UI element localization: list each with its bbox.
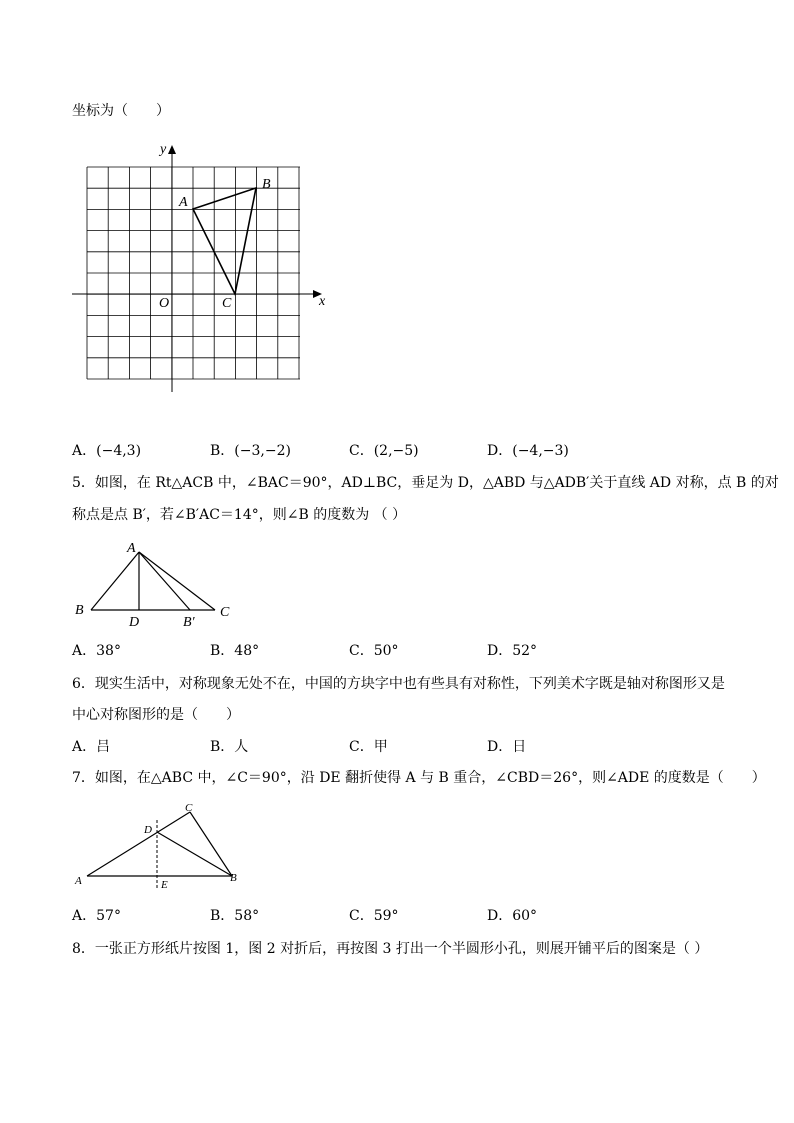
option-letter: D． [487,908,513,924]
q5-segment-ab [91,552,139,610]
option-letter: B． [210,908,235,924]
point-b-label: B [262,177,271,192]
origin-label: O [159,296,170,311]
q7-point-e-label: E [161,879,168,891]
q7-segment-cb [190,812,232,876]
option-letter: B． [210,739,235,755]
q5-segment-abp [139,552,190,610]
q7-stem-line1: 7．如图，在△ABC 中，∠C＝90°，沿 DE 翻折使得 A 与 B 重合，∠CBD＝26°，则∠ADE 的度数是（ ） [72,770,766,786]
q6-stem-line2: 中心对称图形的是（ ） [72,707,240,723]
y-axis-label: y [160,142,167,157]
q4-option-a[interactable] [72,441,141,461]
option-value: 甲 [373,739,388,755]
q7-point-a-label: A [75,875,82,887]
option-value: (−4,−3) [512,443,569,459]
option-letter: D． [487,739,513,755]
option-value: 50° [373,643,399,659]
q7-point-d-label: D [144,824,152,836]
option-letter: A． [72,739,97,755]
option-value: 38° [96,643,121,659]
option-value: 59° [373,908,399,924]
option-letter: A． [72,908,97,924]
q6-option-c[interactable] [349,737,388,757]
q4-option-b[interactable] [210,441,291,461]
option-letter: A． [72,643,97,659]
q7-option-c[interactable] [349,906,399,926]
option-letter: C． [349,908,374,924]
q5-stem-line1: 5．如图，在 Rt△ACB 中，∠BAC＝90°，AD⊥BC，垂足为 D，△ABD 与△ADB′关于直线 AD 对称，点 B 的对 [72,475,779,491]
option-value: (2,−5) [373,443,419,459]
q7-option-a[interactable] [72,906,121,926]
option-letter: C． [349,443,374,459]
q5-stem-line2: 称点是点 B′，若∠B′AC＝14°，则∠B 的度数为 （ ） [72,507,407,523]
q4-option-d[interactable] [487,441,569,461]
q5-segment-ac [139,552,215,610]
x-axis-label: x [319,294,326,309]
q7-segment-db [157,832,232,876]
option-value: 48° [234,643,260,659]
option-letter: A． [72,443,97,459]
q5-option-a[interactable] [72,641,121,661]
option-value: 日 [512,739,527,755]
q6-stem-line1: 6．现实生活中，对称现象无处不在，中国的方块字中也有些具有对称性，下列美术字既是轴对称图形又是 [72,676,725,692]
q5-option-c[interactable] [349,641,399,661]
q4-grid [87,167,300,379]
point-c-label: C [222,296,232,311]
option-value: 人 [234,739,249,755]
y-axis-arrow-icon [168,145,176,154]
q5-point-bp-label: B′ [183,615,195,630]
option-value: 60° [512,908,538,924]
option-letter: C． [349,643,374,659]
point-a-label: A [179,195,188,210]
option-value: (−3,−2) [234,443,291,459]
q7-point-b-label: B [230,872,237,884]
q5-point-b-label: B [75,603,84,618]
option-letter: B． [210,643,235,659]
q7-option-d[interactable] [487,906,537,926]
q7-point-c-label: C [185,802,193,814]
q4-coordinate-figure [0,0,794,420]
q5-triangle-figure [0,535,794,635]
q5-option-d[interactable] [487,641,537,661]
option-letter: D． [487,643,513,659]
option-value: (−4,3) [96,443,142,459]
q4-stem-tail: 坐标为（ ） [72,103,170,119]
q5-option-b[interactable] [210,641,259,661]
q7-segment-ac [87,812,190,876]
q5-point-a-label: A [127,541,136,556]
q5-point-d-label: D [129,615,140,630]
option-letter: B． [210,443,235,459]
option-value: 吕 [96,739,111,755]
q6-option-b[interactable] [210,737,248,757]
option-letter: D． [487,443,513,459]
q6-option-d[interactable] [487,737,526,757]
option-value: 52° [512,643,538,659]
q7-triangle-figure [0,795,794,905]
q5-point-c-label: C [220,605,230,620]
triangle-abc [193,188,256,294]
option-value: 58° [234,908,260,924]
q8-stem-line1: 8．一张正方形纸片按图 1，图 2 对折后，再按图 3 打出一个半圆形小孔，则展开铺平后的图案是（ ） [72,941,709,957]
q4-option-c[interactable] [349,441,419,461]
option-letter: C． [349,739,374,755]
option-value: 57° [96,908,121,924]
q7-option-b[interactable] [210,906,259,926]
q6-option-a[interactable] [72,737,110,757]
